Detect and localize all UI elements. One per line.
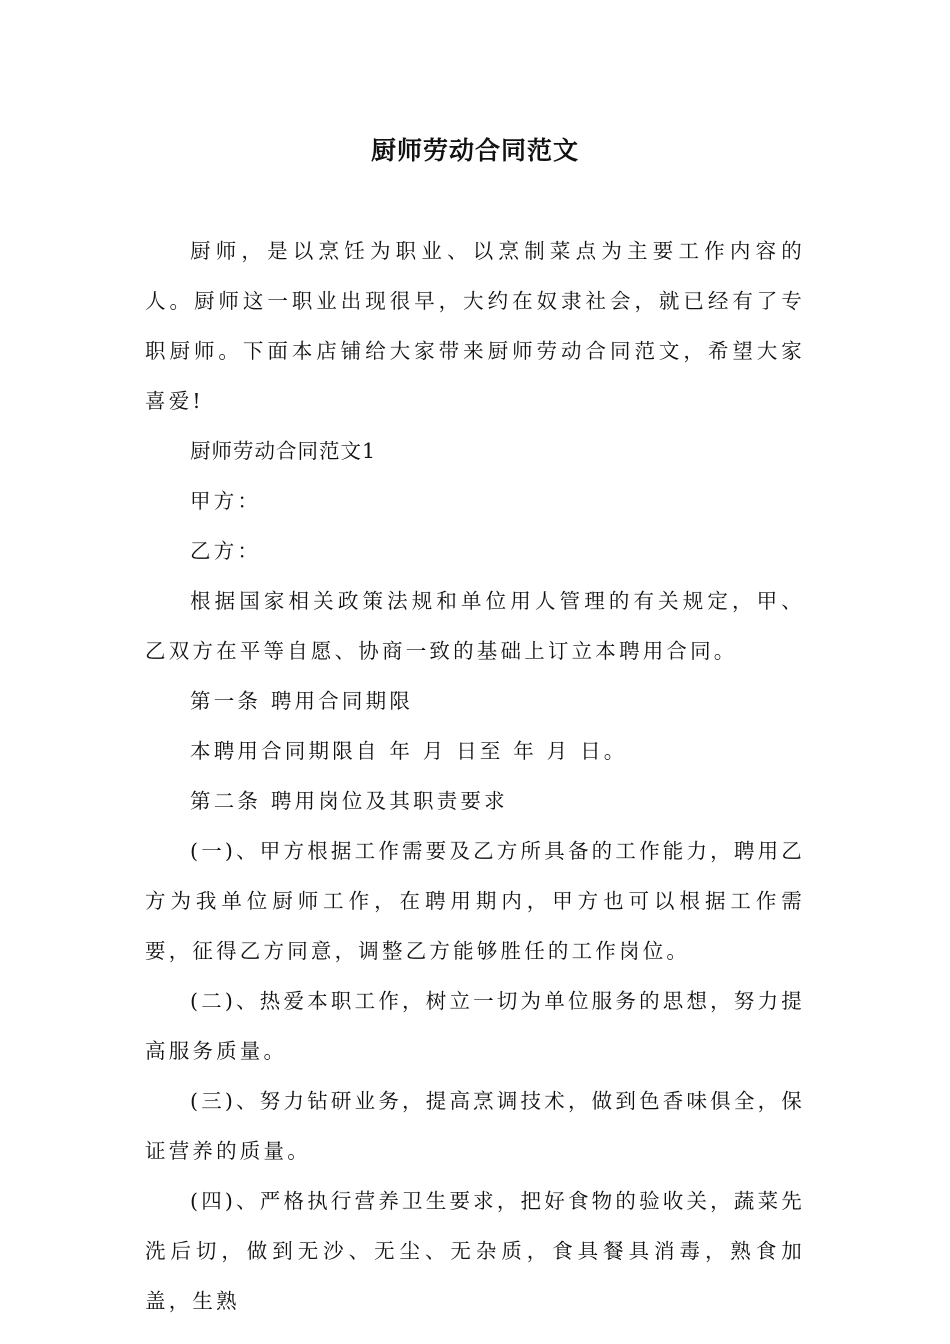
- party-a-line: 甲方：: [190, 489, 262, 513]
- clause-4-paragraph: (四)、严格执行营养卫生要求，把好食物的验收关，蔬菜先洗后切，做到无沙、无尘、无杂质，食具餐具消毒，熟食加盖，生熟: [145, 1189, 805, 1313]
- article-1-heading: 第一条 聘用合同期限: [190, 689, 414, 713]
- section-heading: 厨师劳动合同范文1: [190, 439, 377, 463]
- contract-term-line: 本聘用合同期限自 年 月 日至 年 月 日。: [190, 739, 628, 763]
- preamble-paragraph: 根据国家相关政策法规和单位用人管理的有关规定，甲、乙双方在平等自愿、协商一致的基础上订立本聘用合同。: [145, 589, 805, 663]
- article-2-heading: 第二条 聘用岗位及其职责要求: [190, 789, 508, 813]
- document-body: [145, 226, 805, 1326]
- clause-1-paragraph: (一)、甲方根据工作需要及乙方所具备的工作能力，聘用乙方为我单位厨师工作，在聘用期内，甲方也可以根据工作需要，征得乙方同意，调整乙方能够胜任的工作岗位。: [145, 839, 805, 963]
- intro-paragraph: 厨师，是以烹饪为职业、以烹制菜点为主要工作内容的人。厨师这一职业出现很早，大约在奴隶社会，就已经有了专职厨师。下面本店铺给大家带来厨师劳动合同范文，希望大家喜爱!: [145, 239, 805, 413]
- clause-2-paragraph: (二)、热爱本职工作，树立一切为单位服务的思想，努力提高服务质量。: [145, 989, 805, 1063]
- party-b-line: 乙方：: [190, 539, 262, 563]
- clause-3-paragraph: (三)、努力钻研业务，提高烹调技术，做到色香味俱全，保证营养的质量。: [145, 1089, 805, 1163]
- document-title: 厨师劳动合同范文: [370, 136, 579, 165]
